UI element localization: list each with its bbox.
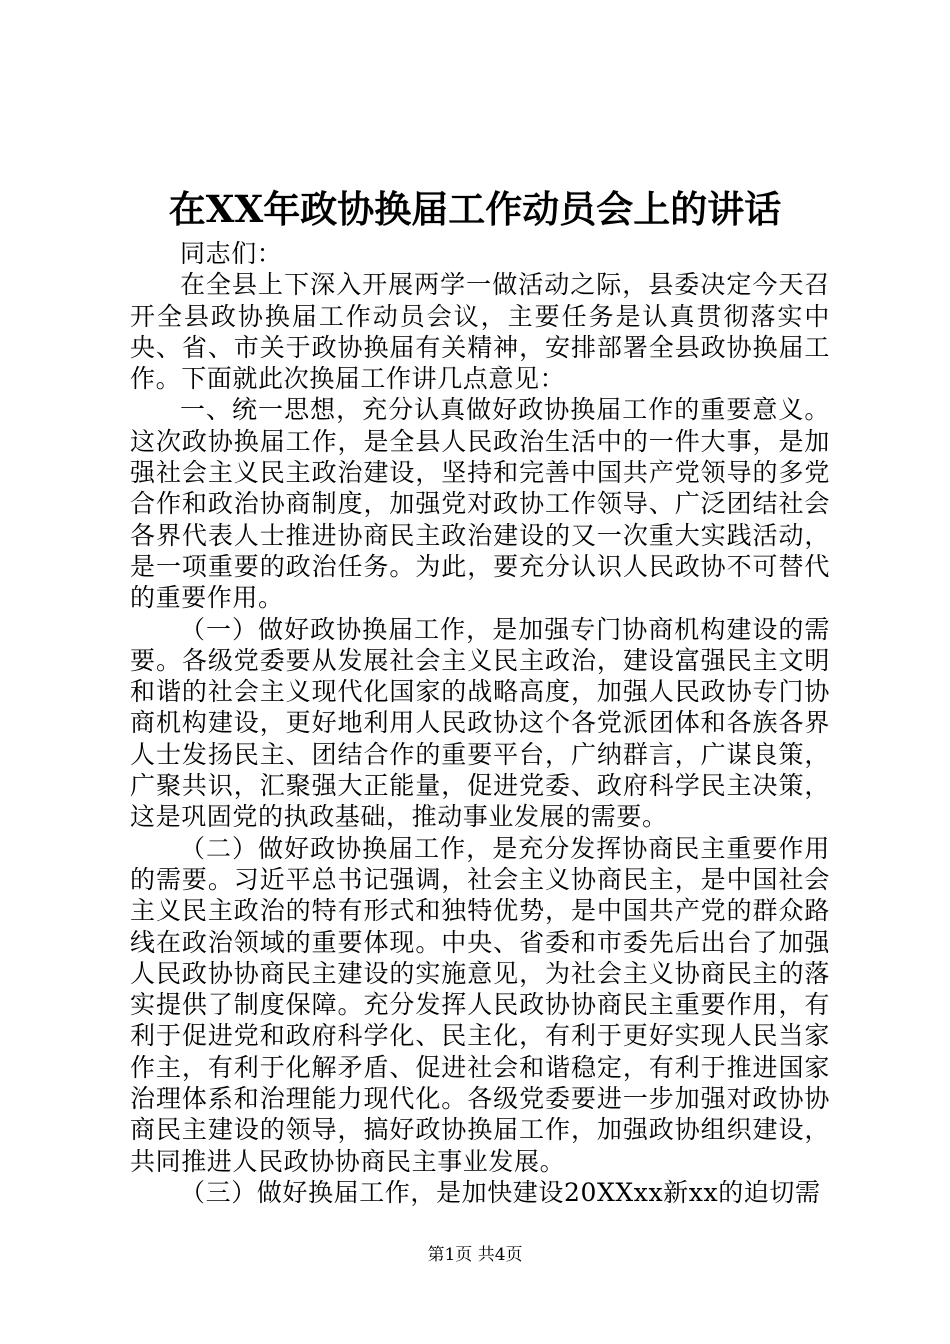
page-number-footer: 第1页 共4页 [427, 1245, 523, 1265]
subsection-three-paragraph: （三）做好换届工作，是加快建设20XXxx新xx的迫切需 [180, 1177, 821, 1207]
subsection-one-paragraph: （一）做好政协换届工作，是加强专门协商机构建设的需要。各级党委要从发展社会主义民主政治，建设富强民主文明和谐的社会主义现代化国家的战略高度，加强人民政协专门协商机构建设，更好地利用人民政协这个各党派团体和各族各界人士发扬民主、团结合作的重要平台，广纳群言，广谋良策，广聚共识，汇聚强大正能量，促进党委、政府科学民主决策，这是巩固党的执政基础，推动事业发展的需要。 [130, 614, 830, 832]
document-body [130, 238, 830, 1208]
subsection-two-paragraph: （二）做好政协换届工作，是充分发挥协商民主重要作用的需要。习近平总书记强调，社会主义协商民主，是中国社会主义民主政治的特有形式和独特优势，是中国共产党的群众路线在政治领域的重要体现。中央、省委和市委先后出台了加强人民政协协商民主建设的实施意见，为社会主义协商民主的落实提供了制度保障。充分发挥人民政协协商民主重要作用，有利于促进党和政府科学化、民主化，有利于更好实现人民当家作主，有利于化解矛盾、促进社会和谐稳定，有利于推进国家治理体系和治理能力现代化。各级党委要进一步加强对政协协商民主建设的领导，搞好政协换届工作，加强政协组织建设，共同推进人民政协协商民主事业发展。 [130, 833, 830, 1176]
intro-paragraph: 在全县上下深入开展两学一做活动之际，县委决定今天召开全县政协换届工作动员会议，主要任务是认真贯彻落实中央、省、市关于政协换届有关精神，安排部署全县政协换届工作。下面就此次换届工作讲几点意见： [130, 270, 830, 394]
document-title: 在XX年政协换届工作动员会上的讲话 [168, 187, 782, 231]
section-one-paragraph: 一、统一思想，充分认真做好政协换届工作的重要意义。这次政协换届工作，是全县人民政治生活中的一件大事，是加强社会主义民主政治建设，坚持和完善中国共产党领导的多党合作和政治协商制度，加强党对政协工作领导、广泛团结社会各界代表人士推进协商民主政治建设的又一次重大实践活动，是一项重要的政治任务。为此，要充分认识人民政协不可替代的重要作用。 [130, 395, 830, 613]
salutation-paragraph: 同志们： [180, 239, 283, 268]
